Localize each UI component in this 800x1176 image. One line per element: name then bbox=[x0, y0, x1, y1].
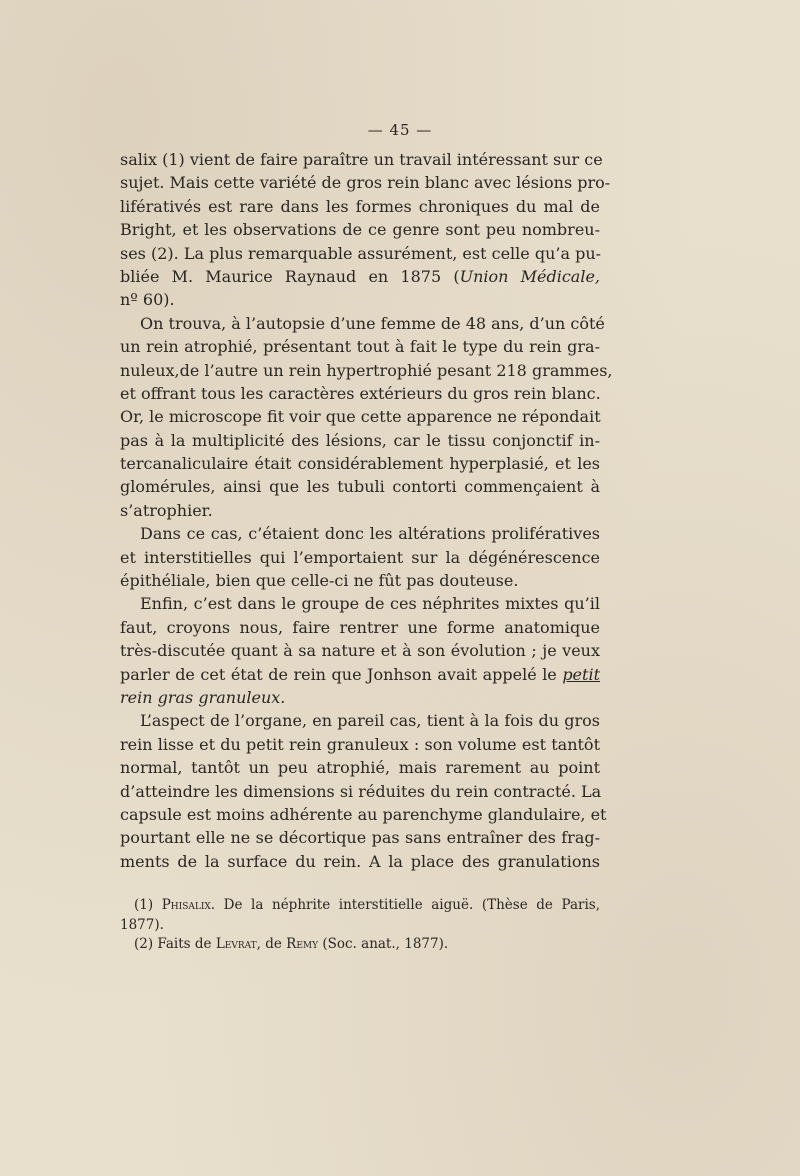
text-line: On trouva, à l’autopsie d’une femme de 48 ans, d’un côté bbox=[140, 313, 605, 333]
text-line: pas à la multiplicité des lésions, car le tissu conjonctif in- bbox=[120, 430, 600, 450]
footnote-text: (2) Faits de bbox=[134, 936, 216, 952]
footnote-text: , de bbox=[256, 936, 287, 952]
footnotes bbox=[120, 896, 600, 955]
text-line: normal, tantôt un peu atrophié, mais rarement au point bbox=[120, 758, 600, 778]
main-text bbox=[120, 148, 613, 873]
text-line: Bright, et les observations de ce genre sont peu nombreu- bbox=[120, 220, 600, 240]
text-line: et interstitielles qui l’emportaient sur la dégénérescence bbox=[120, 547, 600, 567]
text-line: s’atrophier. bbox=[120, 500, 213, 520]
page-number: — 45 — bbox=[367, 121, 433, 139]
text-line: Or, le microscope fit voir que cette apparence ne répondait bbox=[120, 407, 601, 427]
text-line: un rein atrophié, présentant tout à fait le type du rein gra- bbox=[120, 337, 600, 357]
text-line: nº 60). bbox=[120, 290, 175, 310]
text-line: salix (1) vient de faire paraître un travail intéressant sur ce bbox=[120, 150, 603, 169]
footnote-text: (Soc. anat., 1877). bbox=[318, 936, 449, 952]
text-line: ses (2). La plus remarquable assurément, est celle qu’a pu- bbox=[120, 243, 602, 263]
italic-term: rein gras granuleux. bbox=[120, 687, 286, 707]
text-line: glomérules, ainsi que les tubuli contorti commençaient à bbox=[120, 477, 600, 497]
journal-title: Union Médicale, bbox=[459, 266, 601, 286]
text-line bbox=[120, 265, 600, 288]
footnote-2 bbox=[120, 935, 600, 955]
text-line: et offrant tous les caractères extérieurs du gros rein blanc. bbox=[120, 383, 601, 403]
text-line: liférativés est rare dans les formes chroniques du mal de bbox=[120, 196, 600, 216]
text-line: d’atteindre les dimensions si réduites du rein contracté. La bbox=[120, 781, 602, 801]
footnote-1-continued: 1877). bbox=[120, 916, 164, 933]
text-line: Dans ce cas, c’étaient donc les altérations prolifératives bbox=[140, 524, 600, 544]
text-line: Enfin, c’est dans le groupe de ces néphrites mixtes qu’il bbox=[140, 594, 600, 614]
text-span: parler de cet état de rein que Jonhson avait appelé le bbox=[120, 664, 563, 684]
text-line: très-discutée quant à sa nature et à son évolution ; je veux bbox=[120, 641, 600, 661]
italic-term: petit bbox=[562, 664, 600, 684]
text-line: faut, croyons nous, faire rentrer une forme anatomique bbox=[120, 617, 600, 637]
text-line: pourtant elle ne se décortique pas sans entraîner des frag- bbox=[120, 828, 600, 848]
text-line: tercanaliculaire était considérablement hyperplasié, et les bbox=[120, 454, 600, 474]
author-name: Phisalix bbox=[161, 897, 211, 913]
text-line bbox=[120, 686, 600, 709]
footnote-1 bbox=[120, 896, 600, 916]
text-line: ments de la surface du rein. A la place des granulations bbox=[120, 851, 600, 871]
text-span: bliée M. Maurice Raynaud en 1875 ( bbox=[120, 266, 460, 286]
text-line bbox=[120, 663, 600, 686]
text-line: nuleux,de l’autre un rein hypertrophié pesant 218 grammes, bbox=[120, 360, 613, 380]
text-line: capsule est moins adhérente au parenchyme glandulaire, et bbox=[120, 804, 607, 824]
text-line: L’aspect de l’organe, en pareil cas, tient à la fois du gros bbox=[140, 711, 600, 731]
text-line: rein lisse et du petit rein granuleux : son volume est tantôt bbox=[120, 734, 600, 754]
footnote-marker: (1) bbox=[134, 897, 162, 913]
author-name: Remy bbox=[286, 936, 319, 952]
text-line: sujet. Mais cette variété de gros rein blanc avec lésions pro- bbox=[120, 173, 611, 193]
footnote-text: . De la néphrite interstitielle aiguë. (Thèse de Paris, bbox=[210, 897, 600, 913]
author-name: Levrat bbox=[215, 936, 257, 952]
text-line: épithéliale, bien que celle-ci ne fût pas douteuse. bbox=[120, 571, 519, 591]
